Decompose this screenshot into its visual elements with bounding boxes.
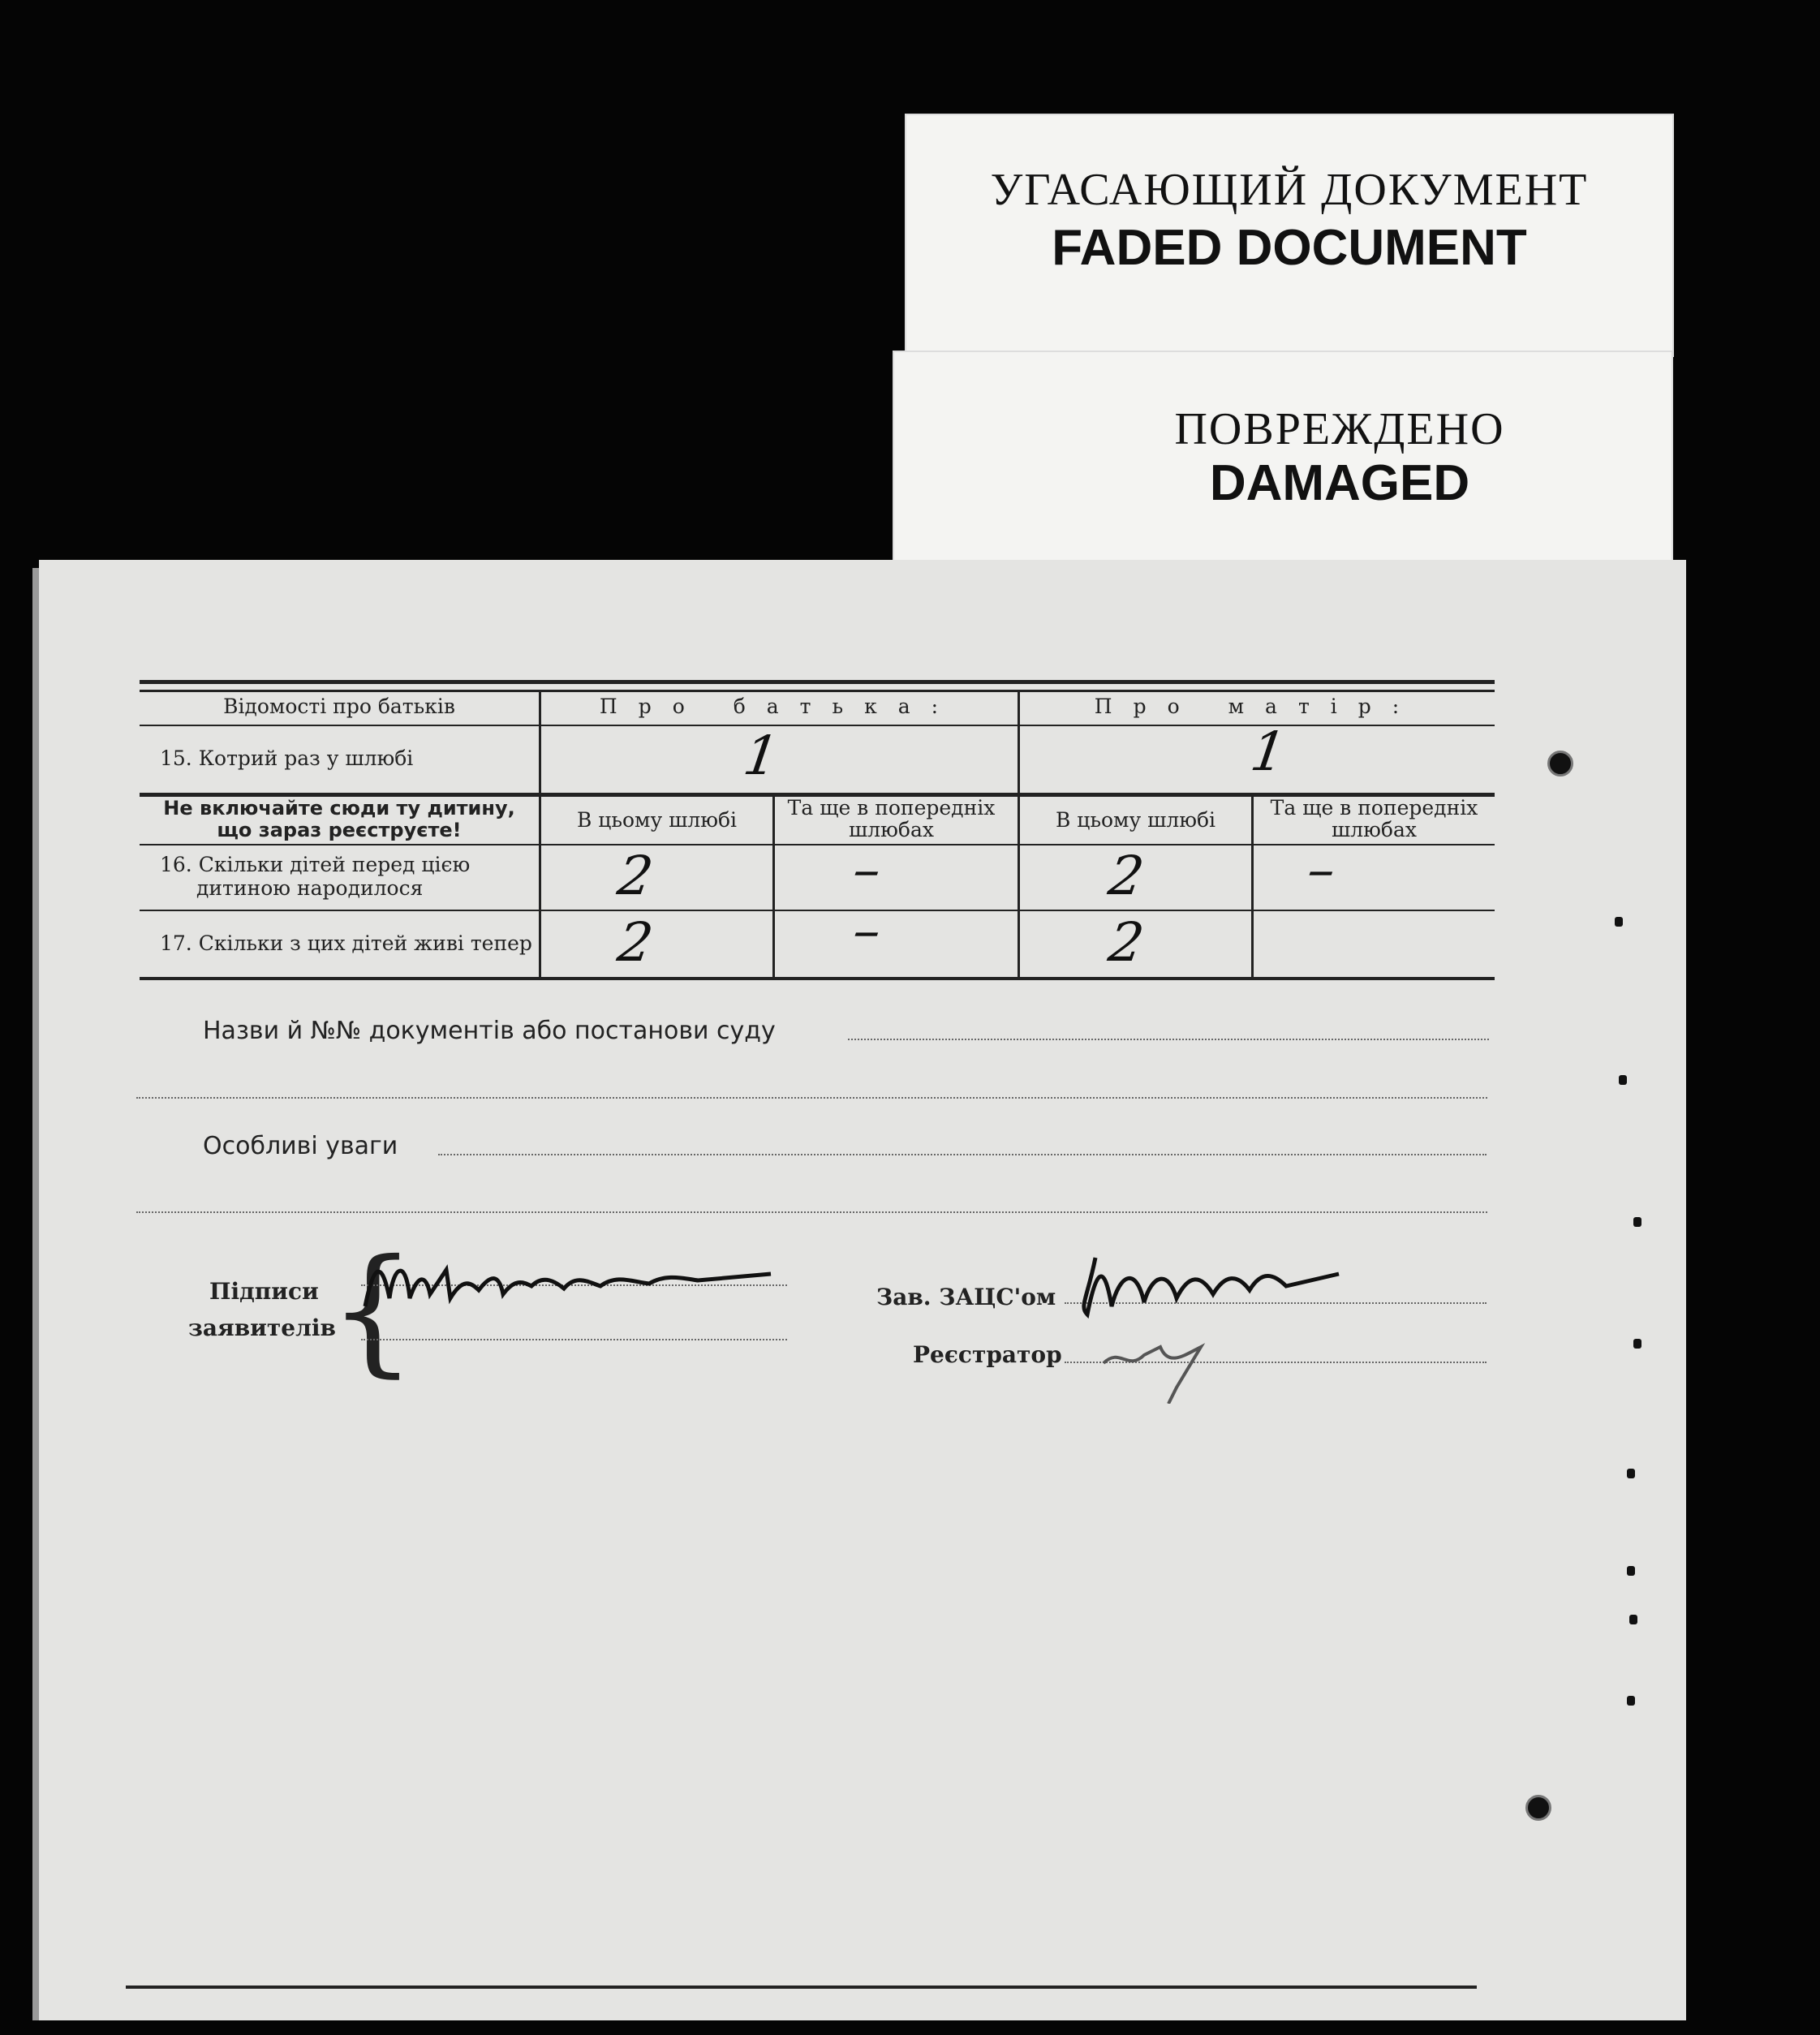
faded-label-ru: УГАСАЮЩИЙ ДОКУМЕНТ: [990, 165, 1589, 215]
row17-mother-this: 2: [1104, 911, 1148, 974]
margin-mark: [1627, 1696, 1635, 1706]
header-parents-info: Відомості про батьків: [223, 695, 455, 718]
documents-line: [848, 1039, 1489, 1040]
col-mother-this-marriage: В цьому шлюбі: [1055, 808, 1216, 832]
faded-document-card: [905, 114, 1674, 357]
row15-father-value: 1: [739, 725, 783, 787]
margin-mark: [1627, 1566, 1635, 1576]
margin-mark: [1633, 1217, 1641, 1227]
official-signatures: [1071, 1225, 1371, 1404]
row16-mother-prev: –: [1303, 838, 1340, 901]
row16-label-line-2: дитиною народилося: [196, 876, 424, 900]
row15-label: 15. Котрий раз у шлюбі: [160, 746, 414, 770]
row17-label: 17. Скільки з цих дітей живі тепер: [160, 931, 532, 955]
remarks-line-2: [136, 1211, 1487, 1213]
remarks-label: Особливі уваги: [203, 1132, 398, 1160]
col-father-prev-line-2: шлюбах: [849, 818, 934, 841]
faded-label-en: FADED DOCUMENT: [1052, 220, 1527, 276]
signature-line-2: [361, 1339, 787, 1340]
brace: {: [329, 1230, 417, 1391]
margin-mark: [1627, 1469, 1635, 1478]
col-father-this-marriage: В цьому шлюбі: [576, 808, 738, 832]
documents-line-2: [136, 1097, 1487, 1099]
margin-mark: [1615, 917, 1623, 927]
row16-mother-this: 2: [1104, 845, 1148, 907]
col-father-prev-line-1: Та ще в попередніх: [787, 796, 996, 820]
documents-label: Назви й №№ документів або постанови суду: [203, 1017, 776, 1045]
margin-mark: [1633, 1339, 1641, 1349]
row17-father-prev: –: [849, 899, 885, 962]
damaged-card: [893, 351, 1673, 566]
signatures-label-line-1: Підписи: [209, 1278, 319, 1305]
header-father: Про батька:: [599, 695, 960, 718]
damaged-label-en: DAMAGED: [1209, 455, 1470, 511]
col-mother-prev-line-2: шлюбах: [1332, 818, 1417, 841]
row15-mother-value: 1: [1246, 721, 1290, 783]
note-line-1: Не включайте сюди ту дитину,: [163, 797, 515, 820]
row16-father-prev: –: [849, 838, 885, 901]
registrar-label: Реєстратор: [913, 1341, 1062, 1368]
col-mother-prev-line-1: Та ще в попередніх: [1270, 796, 1478, 820]
bottom-rule: [126, 1986, 1477, 1989]
damaged-label-ru: ПОВРЕЖДЕНО: [1174, 404, 1505, 454]
head-label: Зав. ЗАЦС'ом: [876, 1284, 1056, 1310]
signatures-label-line-2: заявителів: [188, 1314, 336, 1341]
row16-father-this: 2: [613, 845, 657, 907]
applicant-signature: [357, 1250, 779, 1323]
row17-father-this: 2: [613, 911, 657, 974]
row16-label-line-1: 16. Скільки дітей перед цією: [160, 853, 471, 876]
note-line-2: що зараз реєструєте!: [217, 819, 462, 841]
punch-hole: [1547, 751, 1573, 777]
margin-mark: [1619, 1075, 1627, 1085]
margin-mark: [1629, 1615, 1637, 1624]
remarks-line: [438, 1154, 1487, 1155]
punch-hole: [1525, 1795, 1551, 1821]
header-mother: Про матір:: [1094, 695, 1421, 718]
